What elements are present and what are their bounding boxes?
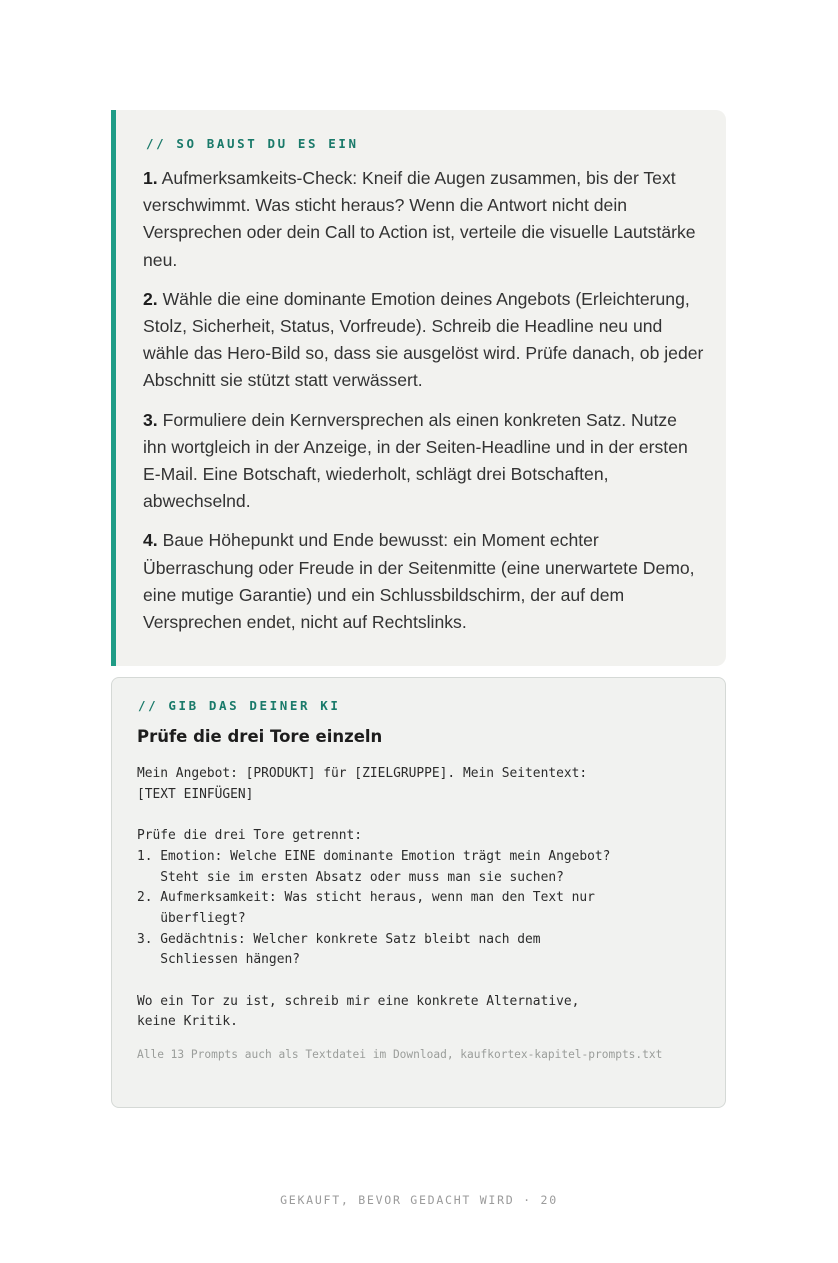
step-number: 2.: [143, 288, 158, 309]
step-number: 3.: [143, 409, 158, 430]
step-item: [143, 286, 705, 395]
step-number: 4.: [143, 530, 158, 551]
step-text: Formuliere dein Kernversprechen als einen konkreten Satz. Nutze ihn wortgleich in der Anzeige, in der Seiten-Headline und in der ersten E-Mail. Eine Botschaft, wiederholt, schlägt drei Botschaften, abwechselnd.: [143, 409, 688, 512]
ai-prompt-box: [111, 677, 726, 1108]
step-text: Aufmerksamkeits-Check: Kneif die Augen zusammen, bis der Text verschwimmt. Was sticht heraus? Wenn die Antwort nicht dein Versprechen oder dein Call to Action ist, verteile die visuelle Lautstärke neu.: [143, 168, 696, 270]
prompt-download-note: Alle 13 Prompts auch als Textdatei im Download, kaufkortex-kapitel-prompts.txt: [137, 1048, 663, 1062]
step-item: [143, 407, 705, 516]
step-text: Wähle die eine dominante Emotion deines Angebots (Erleichterung, Stolz, Sicherheit, Status, Vorfreude). Schreib die Headline neu und wähle das Hero-Bild so, dass sie ausgelöst wird. Prüfe danach, ob jeder Abschnitt sie stützt statt verwässert.: [143, 288, 704, 391]
prompt-text[interactable]: Mein Angebot: [PRODUKT] für [ZIELGRUPPE]. Mein Seitentext: [TEXT EINFÜGEN] Prüfe die drei Tore getrennt: 1. Emotion: Welche EINE dominante Emotion trägt mein Angebot? Steht sie im ersten Absatz oder muss man sie suchen? 2. Aufmerksamkeit: Was sticht heraus, wenn man den Text nur überfliegt? 3. Gedächtnis: Welcher konkrete Satz bleibt nach dem Schliessen hängen? Wo ein Tor zu ist, schreib mir eine konkrete Alternative, keine Kritik.: [137, 766, 611, 1030]
page-footer: GEKAUFT, BEVOR GEDACHT WIRD · 20: [280, 1193, 558, 1207]
steps-section-tag: // SO BAUST DU ES EIN: [146, 136, 359, 151]
prompt-section-tag: // GIB DAS DEINER KI: [138, 698, 341, 713]
prompt-title: Prüfe die drei Tore einzeln: [137, 727, 383, 746]
step-item: [143, 527, 705, 636]
steps-callout: [111, 110, 726, 666]
step-text: Baue Höhepunkt und Ende bewusst: ein Moment echter Überraschung oder Freude in der Seitenmitte (eine unerwartete Demo, eine mutige Garantie) und ein Schlussbildschirm, der auf dem Versprechen endet, nicht auf Rechtslinks.: [143, 530, 695, 633]
step-item: [143, 165, 705, 274]
step-number: 1.: [143, 168, 158, 188]
